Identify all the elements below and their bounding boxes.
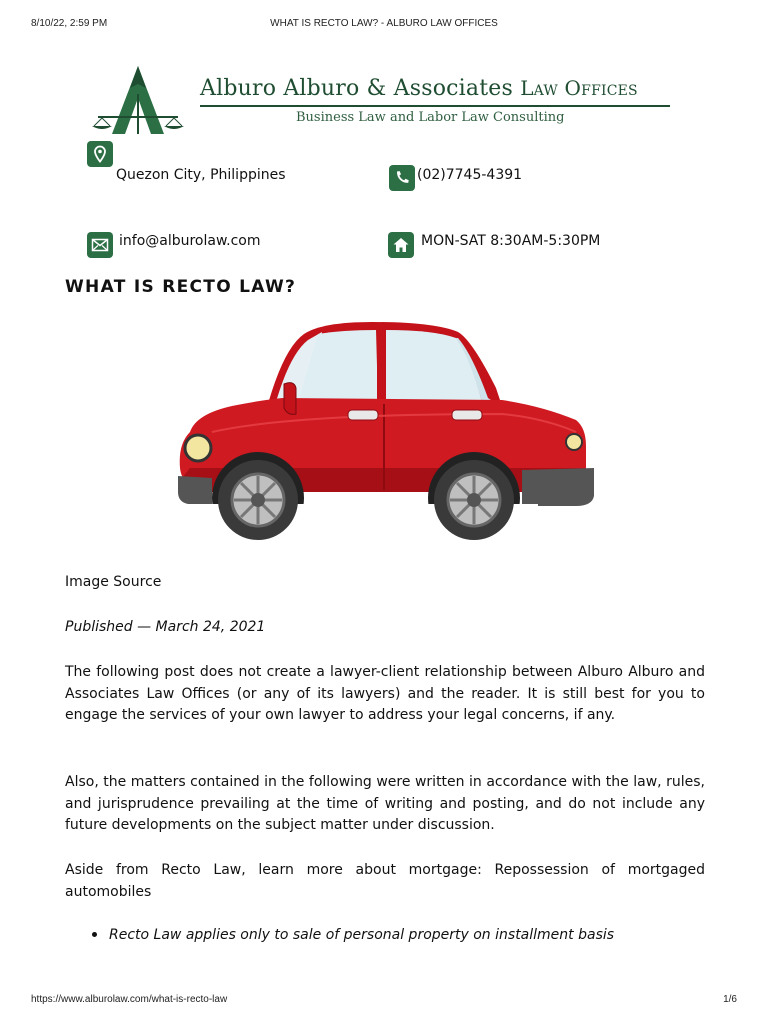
contact-location: Quezon City, Philippines — [116, 167, 286, 183]
firm-logo[interactable] — [82, 64, 672, 136]
phone-icon — [389, 165, 415, 191]
front-wheel-icon — [218, 460, 298, 540]
print-header — [31, 18, 737, 30]
print-url: https://www.alburolaw.com/what-is-recto-law — [31, 994, 228, 1005]
map-pin-icon — [87, 141, 113, 167]
bullet-icon — [92, 932, 97, 937]
list-item — [92, 927, 614, 943]
contact-phone[interactable]: (02)7745-4391 — [417, 167, 523, 183]
print-page-number: 1/6 — [723, 994, 737, 1005]
disclaimer-paragraph: The following post does not create a lawyer-client relationship between Alburo Alburo and Associates Law Offices (or any of its lawyers) and the reader. It is still best for you to engage the services of your own lawyer to address your legal concerns, if any. — [65, 664, 705, 723]
page-title: WHAT IS RECTO LAW? — [65, 277, 297, 297]
print-footer — [31, 994, 737, 1006]
rear-wheel-icon — [434, 460, 514, 540]
scales-of-justice-logo-icon — [82, 64, 194, 136]
envelope-icon — [87, 232, 113, 258]
red-car-illustration — [172, 318, 596, 544]
print-page-title: WHAT IS RECTO LAW? - ALBURO LAW OFFICES — [270, 18, 498, 29]
contact-email[interactable]: info@alburolaw.com — [119, 233, 261, 249]
firm-tagline: Business Law and Labor Law Consulting — [296, 110, 565, 125]
image-source-link[interactable]: Image Source — [65, 574, 162, 590]
jurisprudence-paragraph: Also, the matters contained in the following were written in accordance with the law, rules, and jurisprudence prevailing at the time of writing and posting, and do not include any future developments on the subject matter under discussion. — [65, 774, 705, 833]
logo-divider — [200, 105, 670, 107]
home-icon — [388, 232, 414, 258]
published-date: Published — March 24, 2021 — [65, 619, 266, 635]
firm-name: Alburo Alburo & Associates Law Offices — [200, 76, 638, 101]
related-mortgage-paragraph[interactable]: Aside from Recto Law, learn more about mortgage: Repossession of mortgaged automobiles — [65, 862, 705, 900]
firm-suffix: Law Offices — [520, 76, 638, 100]
contact-hours: MON-SAT 8:30AM-5:30PM — [421, 233, 601, 249]
list-item-text: Recto Law applies only to sale of personal property on installment basis — [109, 927, 615, 943]
print-datetime: 8/10/22, 2:59 PM — [31, 18, 108, 29]
